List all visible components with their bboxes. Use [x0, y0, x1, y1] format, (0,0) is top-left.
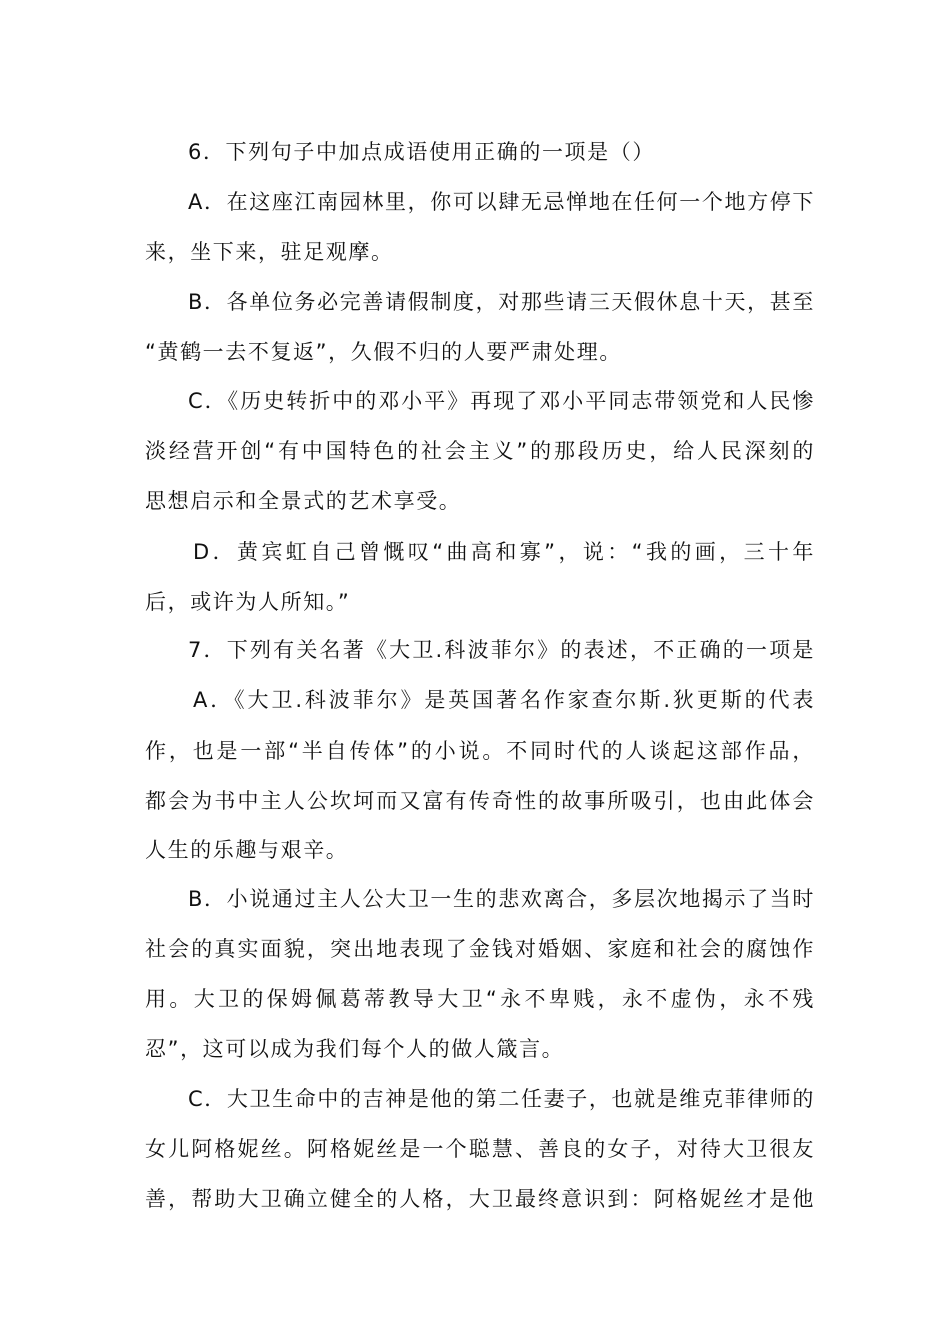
question-7-option-a-line-3: 都会为书中主人公坎坷而又富有传奇性的故事所吸引，也由此体会 — [145, 789, 815, 813]
question-7-option-c-line-3: 善，帮助大卫确立健全的人格，大卫最终意识到：阿格妮丝才是他 — [145, 1187, 815, 1211]
question-6-option-d-line-2: 后，或许为人所知。” — [145, 590, 351, 614]
question-7-option-c-line-2: 女儿阿格妮丝。阿格妮丝是一个聪慧、善良的女子，对待大卫很友 — [145, 1137, 815, 1161]
question-6-option-b-line-2: “黄鹤一去不复返”，久假不归的人要严肃处理。 — [145, 340, 622, 364]
question-7-option-a-line-4: 人生的乐趣与艰辛。 — [145, 838, 349, 862]
question-6-option-a-line-2: 来，坐下来，驻足观摩。 — [145, 240, 394, 264]
question-7-option-a-line-1: A．《大卫.科波菲尔》是英国著名作家查尔斯.狄更斯的代表 — [193, 688, 815, 712]
question-7-option-b-line-1: B．小说通过主人公大卫一生的悲欢离合，多层次地揭示了当时 — [188, 887, 815, 911]
question-7-option-b-line-4: 忍”，这可以成为我们每个人的做人箴言。 — [145, 1037, 565, 1061]
question-6-option-d-line-1: D．黄宾虹自己曾慨叹“曲高和寡”，说：“我的画，三十年 — [193, 540, 815, 564]
question-6-option-b-line-1: B．各单位务必完善请假制度，对那些请三天假休息十天，甚至 — [188, 290, 815, 314]
question-6-option-c-line-1: C．《历史转折中的邓小平》再现了邓小平同志带领党和人民惨 — [188, 389, 815, 413]
question-7-option-b-line-3: 用。大卫的保姆佩葛蒂教导大卫“永不卑贱，永不虚伪，永不残 — [145, 987, 815, 1011]
question-6-option-c-line-2: 淡经营开创“有中国特色的社会主义”的那段历史，给人民深刻的 — [145, 439, 815, 463]
question-6-option-a-line-1: A．在这座江南园林里，你可以肆无忌惮地在任何一个地方停下 — [188, 190, 815, 214]
question-7-option-a-line-2: 作，也是一部“半自传体”的小说。不同时代的人谈起这部作品， — [145, 739, 815, 763]
question-6-stem: 6．下列句子中加点成语使用正确的一项是（） — [188, 140, 655, 164]
question-7-stem: 7．下列有关名著《大卫.科波菲尔》的表述，不正确的一项是 — [188, 638, 815, 662]
question-7-option-b-line-2: 社会的真实面貌，突出地表现了金钱对婚姻、家庭和社会的腐蚀作 — [145, 937, 815, 961]
question-6-option-c-line-3: 思想启示和全景式的艺术享受。 — [145, 489, 462, 513]
question-7-option-c-line-1: C．大卫生命中的吉神是他的第二任妻子，也就是维克菲律师的 — [188, 1087, 815, 1111]
